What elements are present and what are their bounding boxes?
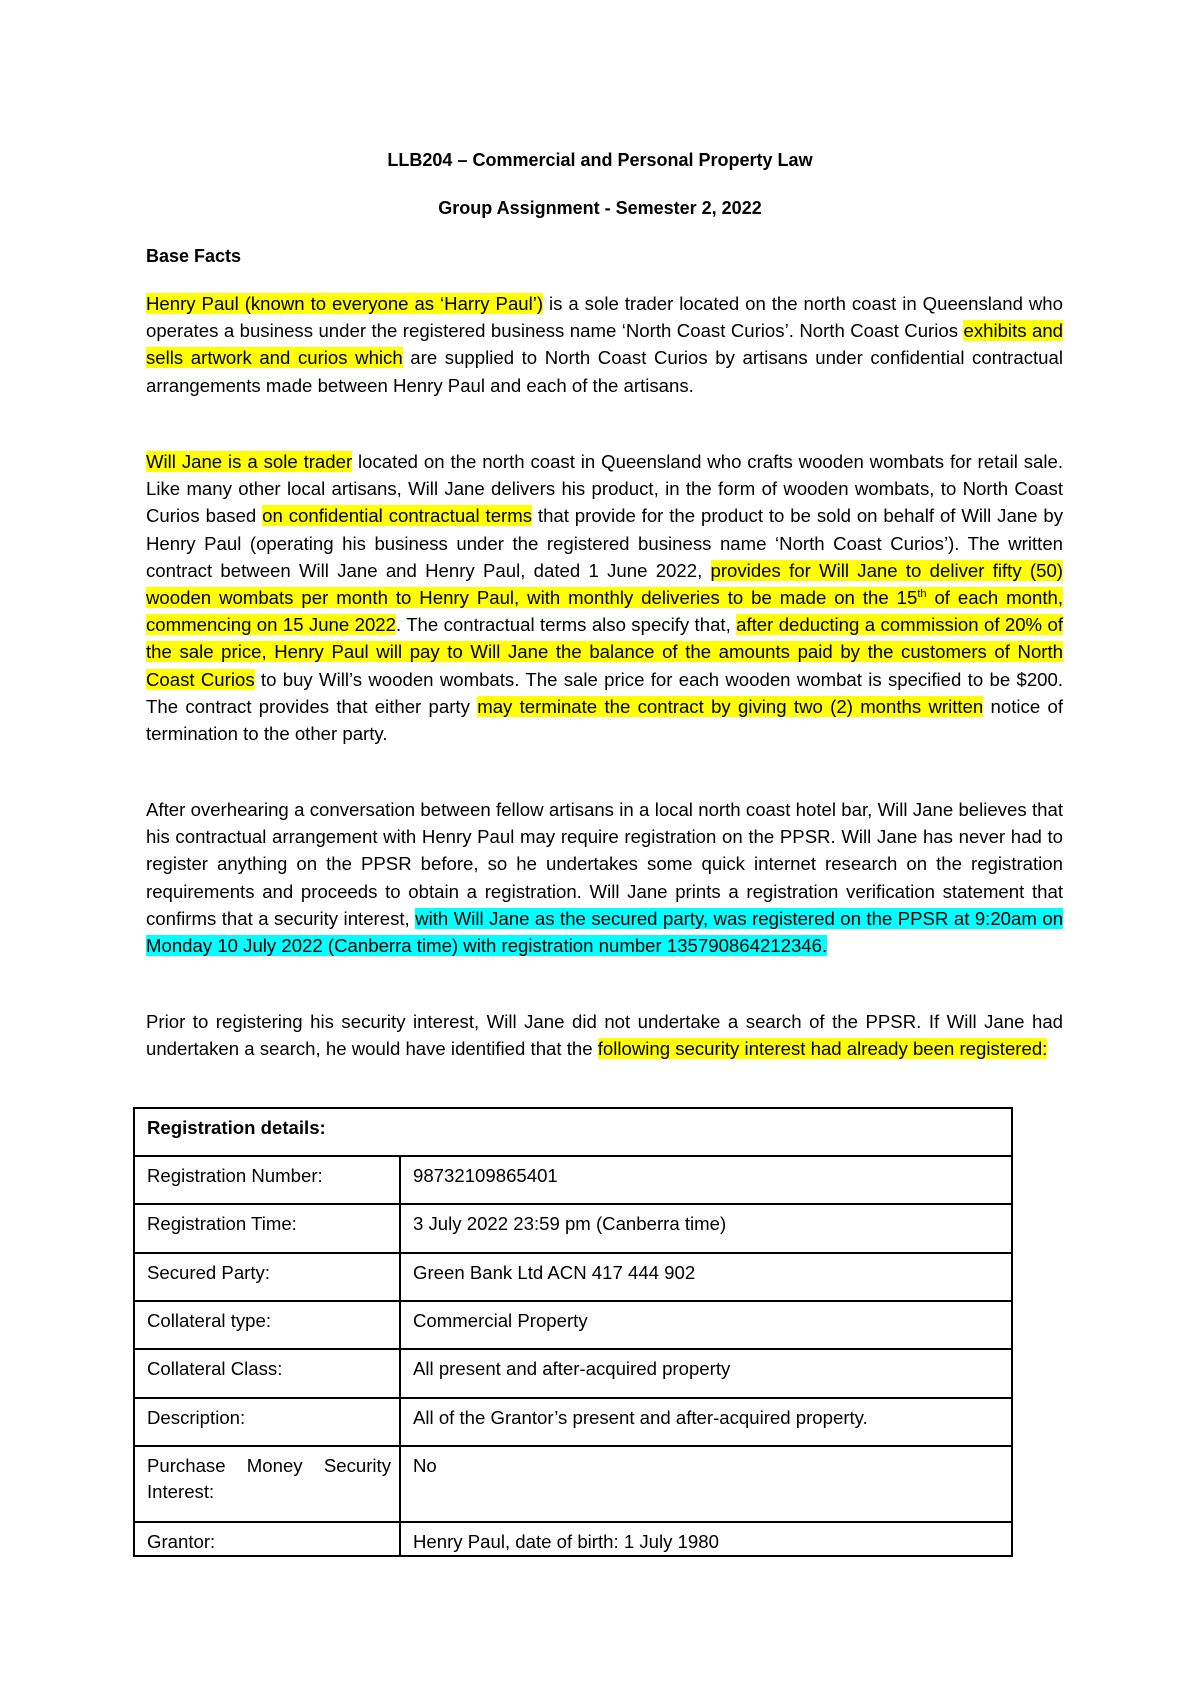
table-row — [134, 1349, 1012, 1398]
highlight-text-part: provides for Will Jane to deliver fifty (50) wooden wombats per month to Henry Paul, with monthly deliveries to be made on the 15 — [146, 559, 1063, 609]
superscript: th — [917, 587, 927, 600]
body-text: are supplied to North Coast Curios by artisans under confidential contractual arrangements made between Henry Paul and each of the artisans. — [146, 347, 1063, 396]
row-value: 3 July 2022 23:59 pm (Canberra time) — [400, 1204, 1012, 1253]
paragraph-ppsr-registration — [146, 796, 1063, 959]
registration-details-table — [133, 1107, 1013, 1557]
highlight-text: after deducting a commission of 20% of the sale price, Henry Paul will pay to Will Jane the balance of the amounts paid by the customers of North Coast Curios — [146, 614, 1063, 690]
table-row — [134, 1398, 1012, 1446]
body-text: After overhearing a conversation between fellow artisans in a local north coast hotel bar, Will Jane believes that his contractual arrangement with Henry Paul may require registration on the PPSR. Will Jane has never had to register anything on the PPSR before, so he undertakes some quick internet research on the registration requirements and proceeds to obtain a registration. Will Jane prints a registration verification statement that confirms that a security interest, — [146, 799, 1063, 929]
row-value: All present and after-acquired property — [400, 1349, 1012, 1398]
table-row — [134, 1253, 1012, 1301]
row-value: Green Bank Ltd ACN 417 444 902 — [400, 1253, 1012, 1301]
row-value: 98732109865401 — [400, 1156, 1012, 1204]
row-label: Grantor: — [134, 1522, 400, 1556]
row-label: Description: — [134, 1398, 400, 1446]
document-subtitle: Group Assignment - Semester 2, 2022 — [438, 198, 762, 218]
body-text: is a sole trader located on the north coast in Queensland who operates a business under the registered business name ‘North Coast Curios’. North Coast Curios — [146, 293, 1063, 342]
table-row — [134, 1156, 1012, 1204]
body-text: that provide for the product to be sold on behalf of Will Jane by Henry Paul (operating his business under the registered business name ‘North Coast Curios’). The written contract between Will Jane and Henry Paul, dated 1 June 2022, — [146, 505, 1064, 581]
document-title: LLB204 – Commercial and Personal Property Law — [387, 150, 813, 170]
table-header: Registration details: — [134, 1108, 1012, 1156]
highlight-text-cyan: with Will Jane as the secured party, was registered on the PPSR at 9:20am on Monday 10 July 2022 (Canberra time) with registration number 135790864212346. — [146, 907, 1064, 957]
table-row — [134, 1301, 1012, 1349]
row-value: Henry Paul, date of birth: 1 July 1980 — [400, 1522, 1012, 1556]
row-label: Collateral Class: — [134, 1349, 400, 1398]
table-row — [134, 1204, 1012, 1253]
row-value: No — [400, 1446, 1012, 1522]
body-text: Prior to registering his security interest, Will Jane did not undertake a search of the PPSR. If Will Jane had undertaken a search, he would have identified that the — [146, 1011, 1063, 1060]
body-text: located on the north coast in Queensland who crafts wooden wombats for retail sale. Like many other local artisans, Will Jane delivers his product, in the form of wooden wombats, to North Coast Curios based — [146, 451, 1064, 527]
highlight-text-part: of each month, commencing on 15 June 2022 — [146, 587, 1064, 636]
row-label: Registration Time: — [134, 1204, 400, 1253]
table-row — [134, 1446, 1012, 1522]
highlight-text: Will Jane is a sole trader — [146, 451, 353, 472]
highlight-text: Henry Paul (known to everyone as ‘Harry Paul’) — [146, 293, 544, 314]
row-value: Commercial Property — [400, 1301, 1012, 1349]
highlight-text: may terminate the contract by giving two (2) months written — [477, 695, 984, 717]
body-text: notice of termination to the other party. — [146, 695, 1063, 745]
paragraph-search — [146, 1008, 1063, 1062]
section-heading: Base Facts — [146, 246, 242, 266]
highlight-text: following security interest had already been registered: — [597, 1038, 1048, 1060]
paragraph-will-jane — [146, 448, 1063, 747]
table-header-row — [134, 1108, 1012, 1156]
row-label: Secured Party: — [134, 1253, 400, 1301]
row-label: Registration Number: — [134, 1156, 400, 1204]
table-row — [134, 1522, 1012, 1556]
highlight-text: exhibits and sells artwork and curios which — [146, 320, 1064, 369]
highlight-text: on confidential contractual terms — [262, 505, 533, 527]
paragraph-henry-paul — [146, 290, 1063, 399]
body-text: . The contractual terms also specify that, — [395, 614, 737, 636]
row-label: Collateral type: — [134, 1301, 400, 1349]
row-value: All of the Grantor’s present and after-acquired property. — [400, 1398, 1012, 1446]
row-label: Purchase Money Security Interest: — [134, 1446, 400, 1522]
body-text: to buy Will’s wooden wombats. The sale price for each wooden wombat is specified to be $200. The contract provides that either party — [146, 668, 1064, 717]
